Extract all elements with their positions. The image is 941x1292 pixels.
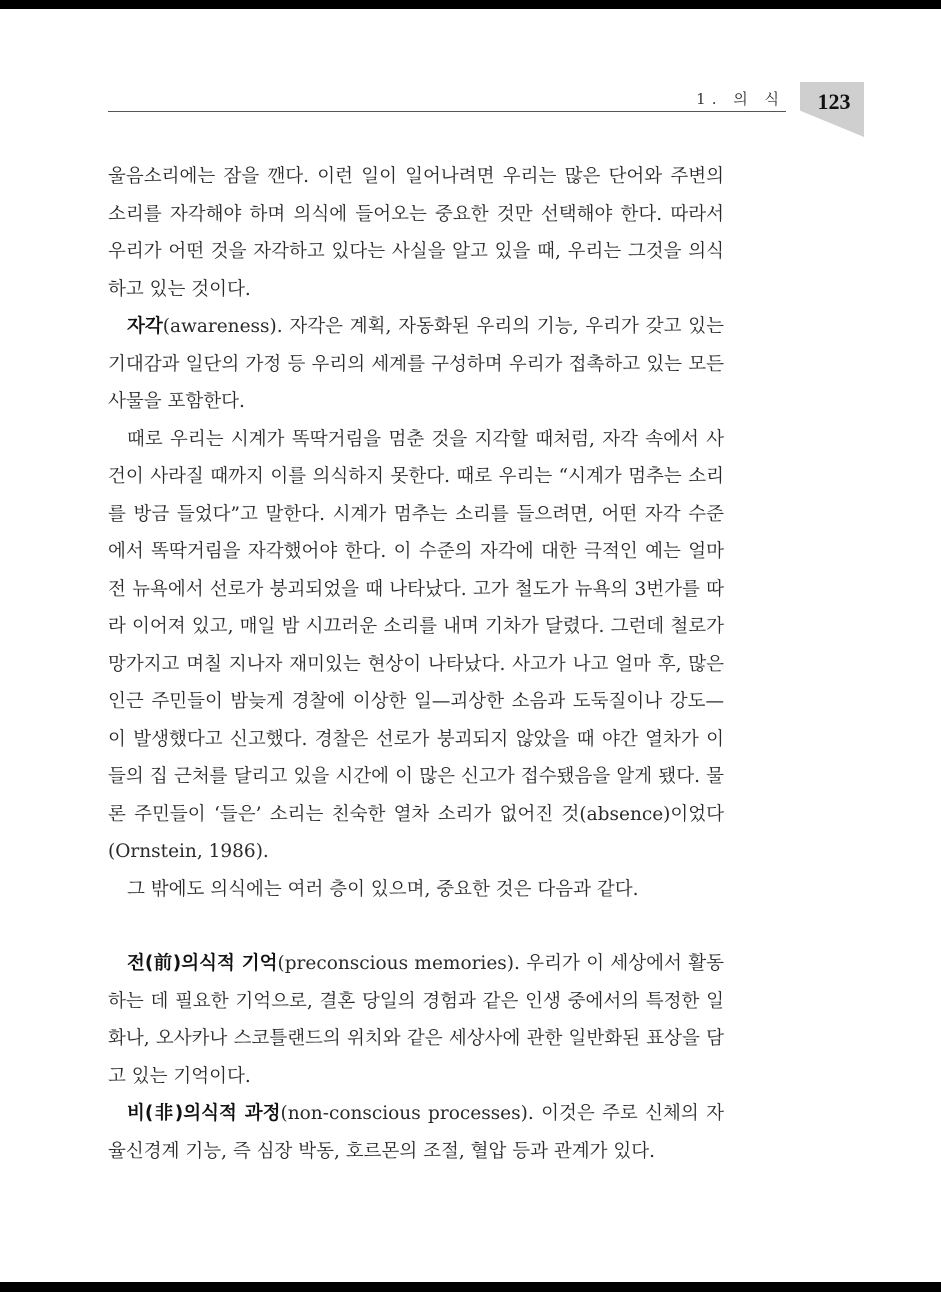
top-scan-border [0,0,941,9]
paragraph-awareness [108,308,724,421]
paragraph-text: (non-conscious processes). 이것은 주로 신체의 자율신경계 기능, 즉 심장 박동, 호르몬의 조절, 혈압 등과 관계가 있다. [108,1103,725,1162]
paragraph-text: 때로 우리는 시계가 똑딱거림을 멈춘 것을 지각할 때처럼, 자각 속에서 사건이 사라질 때까지 이를 의식하지 못한다. 때로 우리는 “시계가 멈추는 소리를 방금 들었다”고 말한다. 시계가 멈추는 소리를 들으려면, 어떤 자각 수준에서 똑딱거림을 자각했어야 한다. 이 수준의 자각에 대한 극적인 예는 얼마 전 뉴욕에서 선로가 붕괴되었을 때 나타났다. 고가 철도가 뉴욕의 3번가를 따라 이어져 있고, 매일 밤 시끄러운 소리를 내며 기차가 달렸다. 그런데 철로가 망가지고 며칠 지나자 재미있는 현상이 나타났다. 사고가 나고 얼마 후, 많은 인근 주민들이 밤늦게 경찰에 이상한 일—괴상한 소음과 도둑질이나 강도—이 발생했다고 신고했다. 경찰은 선로가 붕괴되지 않았을 때 야간 열차가 이들의 집 근처를 달리고 있을 시간에 이 많은 신고가 접수됐음을 알게 됐다. 물론 주민들이 ‘들은’ 소리는 친숙한 열차 소리가 없어진 것(absence)이었다(Ornstein, 1986). [108,428,724,862]
page-body [108,158,724,1170]
section-gap [108,908,724,945]
paragraph-layers-intro [108,871,724,909]
header-rule [108,111,786,112]
term-heading: 비(非)의식적 과정 [127,1103,281,1124]
bottom-scan-border [0,1282,941,1292]
paragraph-continuation [108,158,724,308]
term-heading: 자각 [127,316,163,337]
term-heading: 전(前)의식적 기억 [127,953,278,974]
paragraph-preconscious [108,945,724,1095]
paragraph-nonconscious [108,1095,724,1170]
running-head: 1. 의 식 [696,90,785,108]
paragraph-clock-example [108,421,724,871]
paragraph-text: 울음소리에는 잠을 깬다. 이런 일이 일어나려면 우리는 많은 단어와 주변의 소리를 자각해야 하며 의식에 들어오는 중요한 것만 선택해야 한다. 따라서 우리가 어떤 것을 자각하고 있다는 사실을 알고 있을 때, 우리는 그것을 의식하고 있는 것이다. [108,166,724,300]
paragraph-text: 그 밖에도 의식에는 여러 층이 있으며, 중요한 것은 다음과 같다. [127,878,639,900]
paragraph-text: (awareness). 자각은 계획, 자동화된 우리의 기능, 우리가 갖고 있는 기대감과 일단의 가정 등 우리의 세계를 구성하며 우리가 접촉하고 있는 모든 사물을 포함한다. [108,316,724,412]
paragraph-text: (preconscious memories). 우리가 이 세상에서 활동하는 데 필요한 기억으로, 결혼 당일의 경험과 같은 인생 중에서의 특정한 일화나, 오사카나 스코틀랜드의 위치와 같은 세상사에 관한 일반화된 표상을 담고 있는 기억이다. [108,953,724,1087]
page-number: 123 [817,89,851,114]
